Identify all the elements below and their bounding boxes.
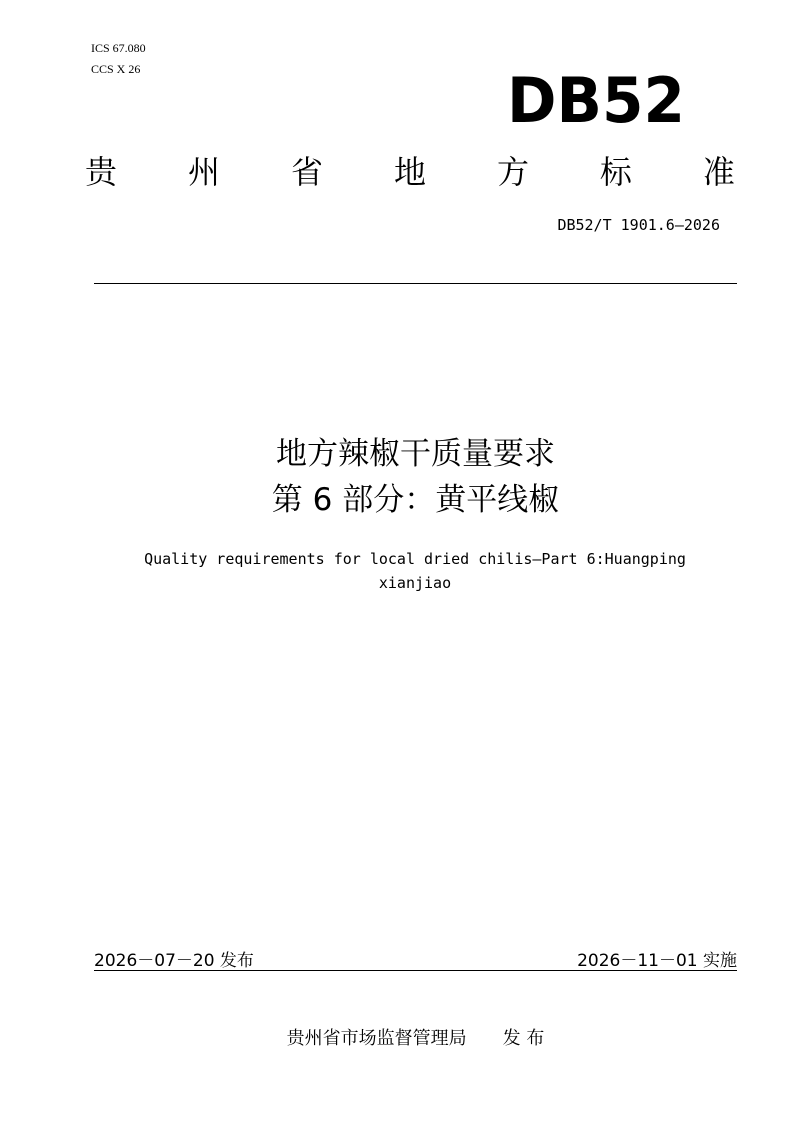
- org-char: 地: [393, 153, 426, 191]
- english-title: Quality requirements for local dried chilis—Part 6:Huangping xianjiao: [144, 550, 686, 592]
- bottom-divider: [94, 970, 737, 971]
- implementation-date: 2026－11－01 实施: [577, 951, 737, 971]
- ics-code: ICS 67.080: [91, 41, 146, 55]
- standard-number: DB52/T 1901.6—2026: [557, 216, 720, 234]
- org-char: 省: [290, 153, 323, 191]
- release-date: 2026－07－20 发布: [94, 951, 254, 971]
- org-char: 贵: [85, 153, 118, 191]
- issuer-name: 贵州省市场监督管理局: [286, 1028, 467, 1049]
- document-subtitle: 第 6 部分：黄平线椒: [271, 482, 560, 518]
- issuer-line: [94, 1024, 737, 1050]
- org-char: 州: [187, 153, 220, 191]
- org-char: 方: [496, 153, 529, 191]
- document-title: 地方辣椒干质量要求: [276, 436, 555, 472]
- top-divider: [94, 283, 737, 284]
- classification-codes: [91, 38, 146, 80]
- db52-logo: [507, 66, 687, 130]
- ccs-code: CCS X 26: [91, 62, 141, 76]
- organization-title: [85, 150, 735, 194]
- svg-text:DB52: DB52: [507, 66, 685, 130]
- issuer-action: 发 布: [502, 1028, 545, 1049]
- org-char: 标: [599, 153, 632, 191]
- org-char: 准: [702, 153, 735, 191]
